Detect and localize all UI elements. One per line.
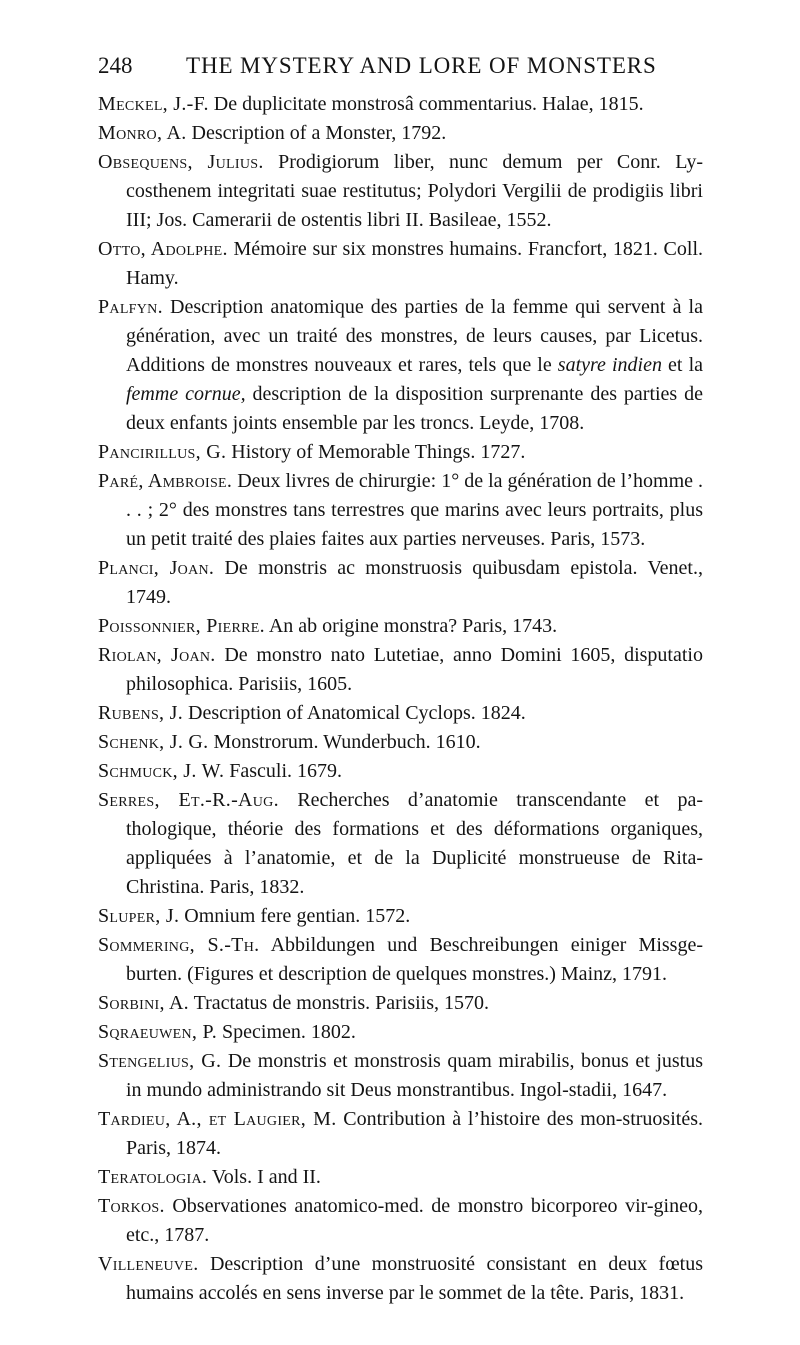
entry-text: Prodigiorum liber, nunc demum per Conr. Ly-costhenem integritati suae restitutus; Polydori Vergilii de prodigiis libri III; Jos. Camerarii de ostentis libri II. Basileae, 1552.: [126, 151, 703, 231]
entry-author: Teratologia.: [98, 1166, 208, 1188]
bibliography-entry: [98, 1105, 703, 1163]
entry-text: De duplicitate monstrosâ commentarius. Halae, 1815.: [208, 93, 644, 115]
bibliography-entry: [98, 119, 703, 148]
bibliography-entry: [98, 641, 703, 699]
entry-author: Palfyn.: [98, 296, 163, 318]
entry-author: Sommering, S.-Th.: [98, 934, 260, 956]
bibliography-list: [98, 90, 703, 1308]
entry-author: Riolan, Joan.: [98, 644, 216, 666]
entry-text: Description of a Monster, 1792.: [186, 122, 447, 144]
entry-author: Meckel, J.-F.: [98, 93, 209, 115]
entry-author: Otto, Adolphe.: [98, 238, 228, 260]
entry-text: Deux livres de chirurgie: 1° de la génération de l’homme . . . ; 2° des monstres tans terrestres que marins avec leurs portraits, plus un petit traité des plaies faites aux parties nerveuses. Paris, 1573.: [126, 470, 704, 550]
entry-text: Fasculi. 1679.: [224, 760, 343, 782]
entry-author: Rubens, J.: [98, 702, 184, 724]
entry-text: De monstris et monstrosis quam mirabilis, bonus et justus in mundo administrando sit Deus monstrantibus. Ingol-stadii, 1647.: [126, 1050, 703, 1101]
bibliography-entry: [98, 235, 703, 293]
entry-author: Planci, Joan.: [98, 557, 215, 579]
entry-text: De monstris ac monstruosis quibusdam epistola. Venet., 1749.: [126, 557, 703, 608]
entry-author: Sorbini, A.: [98, 992, 189, 1014]
entry-text: Omnium fere gentian. 1572.: [179, 905, 411, 927]
entry-text: Vols. I and II.: [207, 1166, 321, 1188]
bibliography-entry: [98, 902, 703, 931]
entry-author: Serres, Et.-R.-Aug.: [98, 789, 279, 811]
bibliography-entry: [98, 1047, 703, 1105]
bibliography-entry: [98, 90, 703, 119]
bibliography-entry: [98, 612, 703, 641]
bibliography-entry: [98, 1192, 703, 1250]
entry-text: Mémoire sur six monstres humains. Francfort, 1821. Coll. Hamy.: [126, 238, 704, 289]
entry-author: Stengelius, G.: [98, 1050, 222, 1072]
entry-text: description de la disposition surprenante des parties de deux enfants joints ensemble par les troncs. Leyde, 1708.: [126, 383, 703, 434]
entry-author: Villeneuve.: [98, 1253, 199, 1275]
entry-author: Torkos.: [98, 1195, 165, 1217]
bibliography-entry: [98, 1250, 703, 1308]
entry-italic-title: femme cornue,: [126, 383, 246, 405]
entry-author: Obsequens, Julius.: [98, 151, 264, 173]
entry-text: Description of Anatomical Cyclops. 1824.: [183, 702, 526, 724]
entry-text: Observationes anatomico-med. de monstro bicorporeo vir-gineo, etc., 1787.: [126, 1195, 703, 1246]
bibliography-entry: [98, 148, 703, 235]
entry-text: Contribution à l’histoire des mon-struosités. Paris, 1874.: [126, 1108, 703, 1159]
entry-text: et la: [661, 354, 703, 376]
running-title: THE MYSTERY AND LORE OF MONSTERS: [186, 53, 657, 78]
entry-text: Description d’une monstruosité consistant en deux fœtus humains accolés en sens inverse par le sommet de la tête. Paris, 1831.: [126, 1253, 703, 1304]
bibliography-entry: [98, 293, 703, 438]
entry-text: Monstrorum. Wunderbuch. 1610.: [208, 731, 481, 753]
bibliography-entry: [98, 554, 703, 612]
bibliography-entry: [98, 467, 703, 554]
entry-text: Specimen. 1802.: [217, 1021, 356, 1043]
entry-text: Recherches d’anatomie transcendante et pa-thologique, théorie des formations et des déformations organiques, appliquées à l’anatomie, et de la Duplicité monstrueuse de Rita-Christina. Paris, 1832.: [126, 789, 704, 898]
bibliography-entry: [98, 1018, 703, 1047]
entry-text: History of Memorable Things. 1727.: [226, 441, 526, 463]
entry-author: Schmuck, J. W.: [98, 760, 225, 782]
entry-author: Poissonnier, Pierre.: [98, 615, 265, 637]
entry-italic-title: satyre indien: [557, 354, 662, 376]
entry-author: Schenk, J. G.: [98, 731, 209, 753]
bibliography-entry: [98, 699, 703, 728]
page-number: 248: [98, 53, 133, 78]
bibliography-entry: [98, 1163, 703, 1192]
entry-text: De monstro nato Lutetiae, anno Domini 1605, disputatio philosophica. Parisiis, 1605.: [126, 644, 703, 695]
entry-text: Tractatus de monstris. Parisiis, 1570.: [188, 992, 489, 1014]
entry-author: Tardieu, A., et Laugier, M.: [98, 1108, 337, 1130]
entry-text: Description anatomique des parties de la femme qui servent à la génération, avec un traité des monstres, de leurs causes, par Licetus. Additions de monstres nouveaux et rares, tels que le: [126, 296, 703, 376]
entry-text: An ab origine monstra? Paris, 1743.: [264, 615, 558, 637]
entry-author: Monro, A.: [98, 122, 187, 144]
page-header: [98, 50, 700, 82]
bibliography-entry: [98, 931, 703, 989]
bibliography-entry: [98, 728, 703, 757]
bibliography-entry: [98, 438, 703, 467]
bibliography-entry: [98, 757, 703, 786]
entry-author: Sqraeuwen, P.: [98, 1021, 218, 1043]
bibliography-entry: [98, 786, 703, 902]
entry-author: Pancirillus, G.: [98, 441, 227, 463]
entry-author: Paré, Ambroise.: [98, 470, 233, 492]
entry-author: Sluper, J.: [98, 905, 180, 927]
bibliography-entry: [98, 989, 703, 1018]
entry-text: Abbildungen und Beschreibungen einiger Missge-burten. (Figures et description de quelques monstres.) Mainz, 1791.: [126, 934, 703, 985]
